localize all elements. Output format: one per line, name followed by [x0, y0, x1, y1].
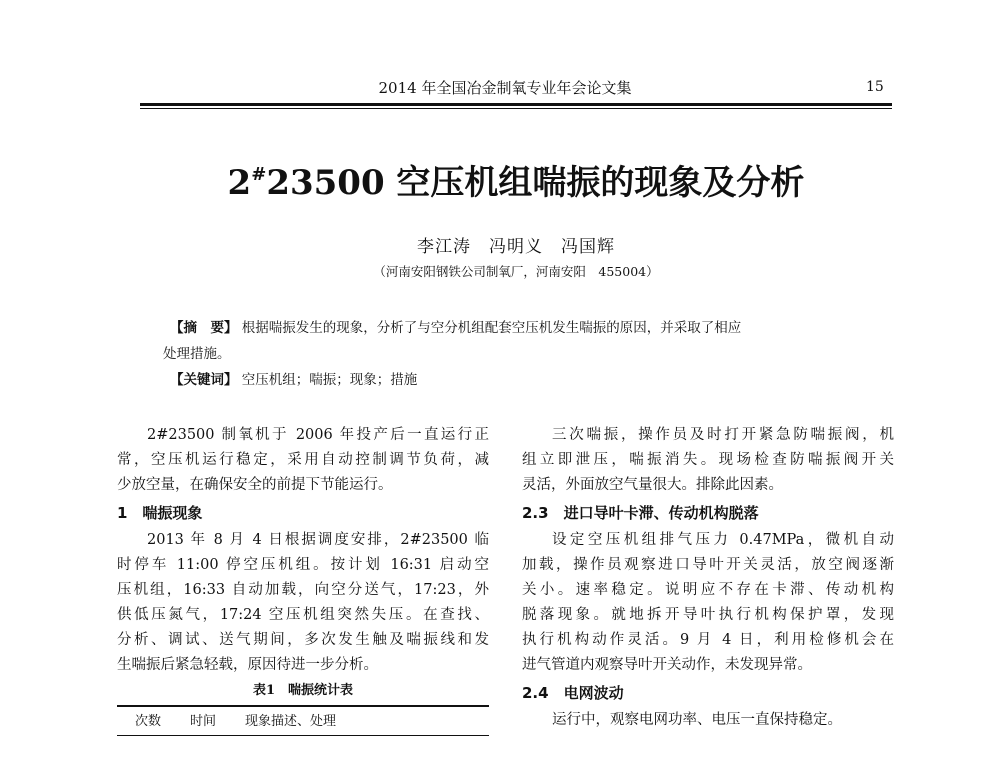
text-line: 组立即泄压，喘振消失。现场检查防喘振阀开关	[522, 452, 894, 468]
text-line: 脱落现象。就地拆开导叶执行机构保护罩，发现	[522, 607, 894, 623]
text-line: 压机组，16:33 自动加载，向空分送气，17:23，外	[117, 582, 489, 598]
section-heading: 2.3 进口导叶卡滞、传动机构脱落	[522, 504, 759, 522]
table-header: 次数	[135, 714, 162, 729]
text-line: 关小。速率稳定。说明应不存在卡滞、传动机构	[522, 582, 894, 598]
running-header: 2014 年全国冶金制氧专业年会论文集	[378, 79, 632, 97]
section-heading: 2.4 电网波动	[522, 684, 624, 702]
text-line: 执行机构动作灵活。9 月 4 日，利用检修机会在	[522, 632, 894, 648]
right-column	[522, 423, 894, 733]
text-line: 常，空压机运行稳定，采用自动控制调节负荷，减	[117, 452, 489, 468]
text-line: 2#23500 制氧机于 2006 年投产后一直运行正	[147, 427, 489, 443]
paper-title	[140, 155, 892, 204]
text-line: 2013 年 8 月 4 日根据调度安排，2#23500 临	[147, 532, 489, 548]
text-line: 生喘振后紧急轻载，原因待进一步分析。	[117, 657, 378, 673]
abstract-text: 根据喘振发生的现象，分析了与空分机组配套空压机发生喘振的原因，并采取了相应	[241, 320, 742, 336]
text-line: 进气管道内观察导叶开关动作，未发现异常。	[522, 657, 812, 673]
text-line: 运行中，观察电网功率、电压一直保持稳定。	[552, 712, 842, 728]
text-line: 设定空压机组排气压力 0.47MPa，微机自动	[552, 532, 894, 548]
authors: 李江涛 冯明义 冯国辉	[417, 237, 615, 257]
affiliation: （河南安阳钢铁公司制氧厂，河南安阳 455004）	[373, 264, 659, 279]
title-sup: #	[251, 164, 267, 185]
header-rule-thin	[140, 108, 892, 109]
left-column	[117, 423, 489, 736]
keywords-text: 空压机组；喘振；现象；措施	[241, 372, 418, 388]
header-rule-thick	[140, 103, 892, 106]
section-heading: 1 喘振现象	[117, 504, 203, 522]
text-line: 灵活，外面放空气量很大。排除此因素。	[522, 477, 783, 493]
page-number: 15	[866, 79, 884, 95]
table-header: 现象描述、处理	[245, 714, 337, 729]
table-header-row	[117, 707, 489, 735]
keywords-label: 【关键词】	[170, 372, 238, 388]
table-header: 时间	[190, 714, 217, 729]
text-line: 加载，操作员观察进口导叶开关灵活，放空阀逐渐	[522, 557, 894, 573]
text-line: 供低压氮气，17:24 空压机组突然失压。在查找、	[117, 607, 489, 623]
title-prefix: 2	[227, 163, 252, 203]
text-line: 时停车 11:00 停空压机组。按计划 16:31 启动空	[117, 557, 489, 573]
abstract-line-1	[170, 316, 741, 336]
table-caption: 表1 喘振统计表	[252, 683, 354, 698]
abstract-line-2: 处理措施。	[163, 346, 231, 362]
title-text: 23500 空压机组喘振的现象及分析	[266, 163, 805, 203]
text-line: 三次喘振，操作员及时打开紧急防喘振阀，机	[552, 427, 894, 443]
abstract-label: 【摘 要】	[170, 320, 238, 336]
keywords	[170, 368, 417, 388]
text-line: 分析、调试、送气期间，多次发生触及喘振线和发	[117, 632, 489, 648]
text-line: 少放空量，在确保安全的前提下节能运行。	[117, 477, 393, 493]
